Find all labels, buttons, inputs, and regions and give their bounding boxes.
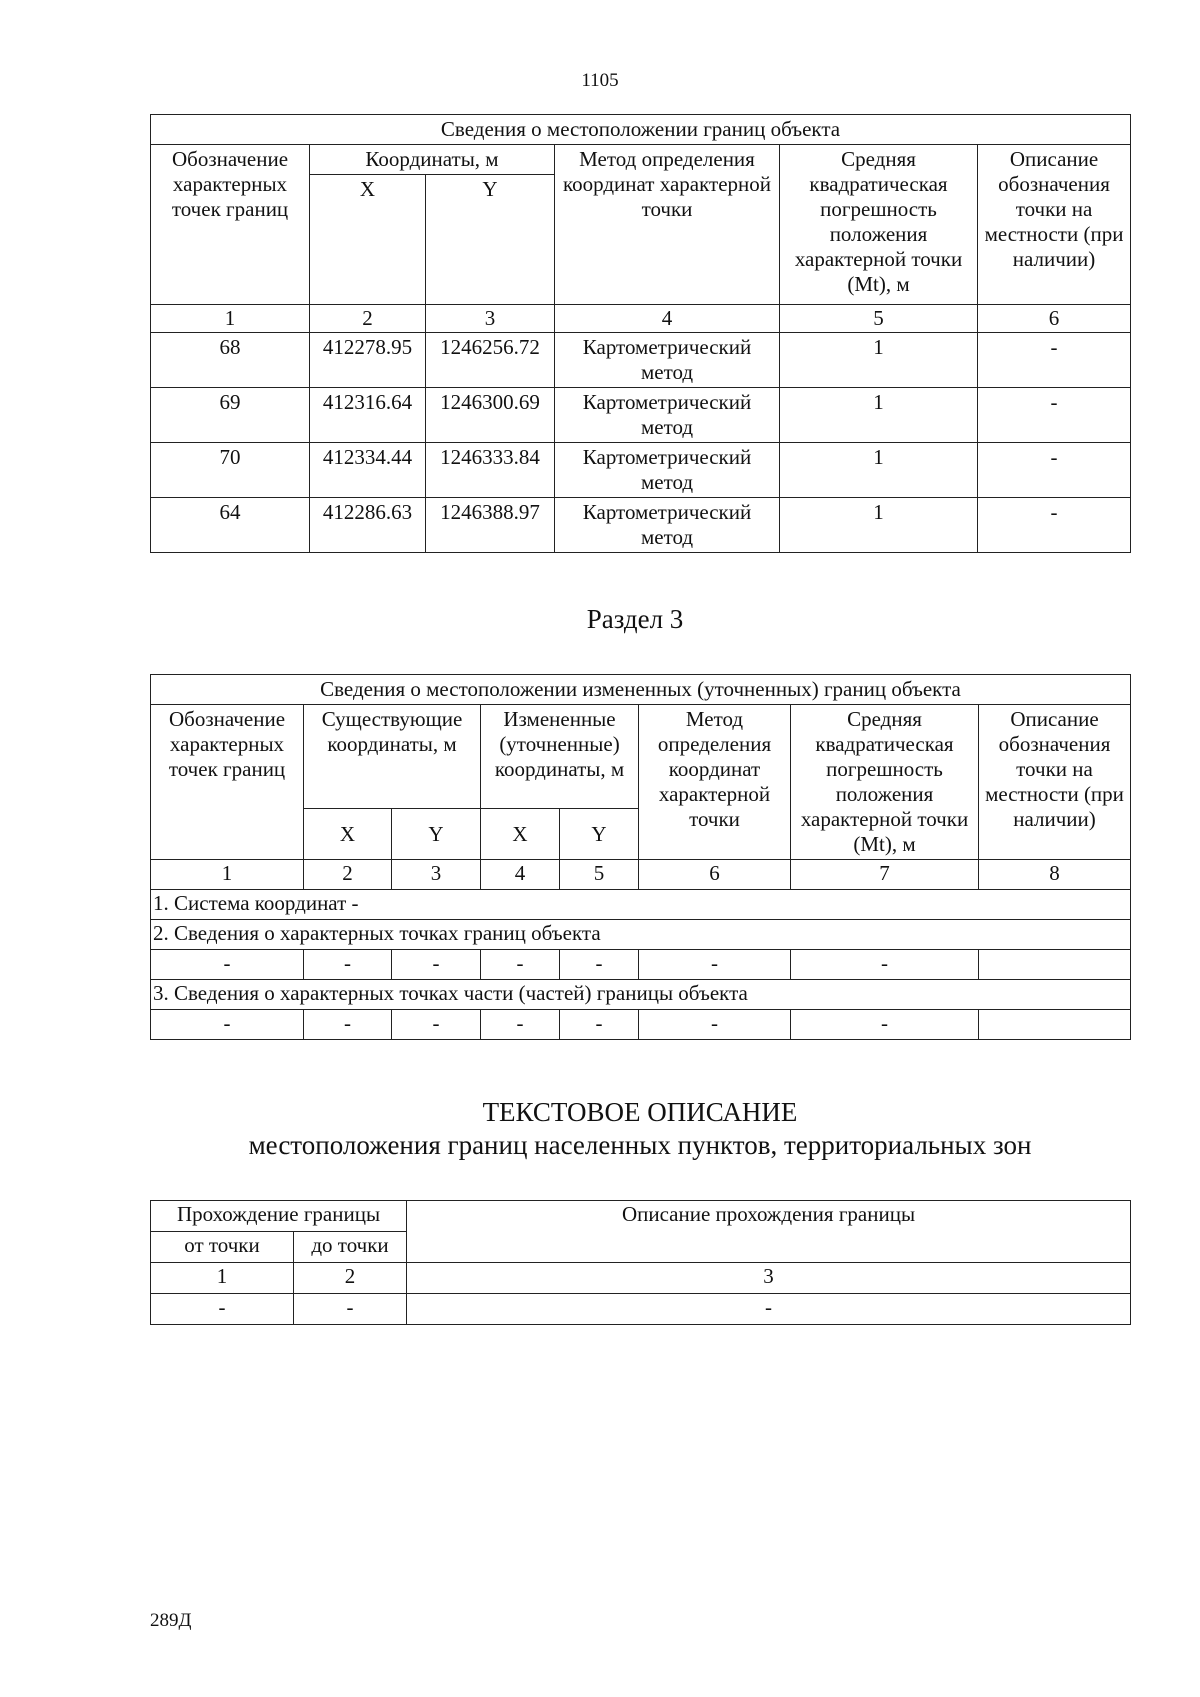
header-error: Средняя квадратическая погрешность положения характерной точки (Mt), м (791, 705, 979, 860)
header-x: X (481, 809, 560, 860)
cell-description: - (978, 443, 1131, 498)
header-changed-coordinates: Измененные (уточненные) координаты, м (481, 705, 639, 809)
column-number: 2 (310, 305, 426, 333)
header-x: X (304, 809, 392, 860)
table-row (151, 950, 1131, 980)
cell-method: Картометрический метод (555, 443, 780, 498)
column-number: 1 (151, 1263, 294, 1294)
table-row (151, 498, 1131, 553)
table-row (151, 388, 1131, 443)
column-number: 2 (304, 860, 392, 890)
column-number: 8 (979, 860, 1131, 890)
cell-y: 1246256.72 (426, 333, 555, 388)
cell-error: 1 (780, 443, 978, 498)
cell-y: 1246300.69 (426, 388, 555, 443)
cell-dash: - (560, 950, 639, 980)
header-to-point: до точки (294, 1232, 407, 1263)
boundary-passage-table (150, 1200, 1131, 1325)
cell-error: 1 (780, 498, 978, 553)
cell-method: Картометрический метод (555, 498, 780, 553)
cell-dash: - (791, 950, 979, 980)
table-caption: Сведения о местоположении границ объекта (151, 115, 1131, 145)
cell-dash: - (560, 1010, 639, 1040)
header-coordinates: Координаты, м (310, 145, 555, 175)
cell-description: - (978, 498, 1131, 553)
column-number: 6 (978, 305, 1131, 333)
header-method: Метод определения координат характерной точки (555, 145, 780, 305)
cell-dash: - (791, 1010, 979, 1040)
cell-dash: - (294, 1294, 407, 1325)
header-point: Обозначение характерных точек границ (151, 705, 304, 860)
section-heading: Раздел 3 (586, 604, 684, 634)
cell-y: 1246388.97 (426, 498, 555, 553)
row-boundary-points: 2. Сведения о характерных точках границ объекта (151, 920, 1131, 950)
table-row (151, 1294, 1131, 1325)
text-description-title (0, 1096, 1200, 1162)
cell-point: 69 (151, 388, 310, 443)
column-number: 7 (791, 860, 979, 890)
cell-dash: - (481, 950, 560, 980)
cell-method: Картометрический метод (555, 388, 780, 443)
cell-point: 68 (151, 333, 310, 388)
cell-x: 412278.95 (310, 333, 426, 388)
cell-y: 1246333.84 (426, 443, 555, 498)
cell-description: - (978, 388, 1131, 443)
header-description: Описание обозначения точки на местности (при наличии) (978, 145, 1131, 305)
cell-x: 412316.64 (310, 388, 426, 443)
table-row (151, 333, 1131, 388)
column-number: 3 (426, 305, 555, 333)
column-number: 2 (294, 1263, 407, 1294)
column-number: 1 (151, 860, 304, 890)
cell-x: 412286.63 (310, 498, 426, 553)
column-number: 3 (392, 860, 481, 890)
header-passage: Прохождение границы (151, 1201, 407, 1232)
cell-dash: - (481, 1010, 560, 1040)
header-from-point: от точки (151, 1232, 294, 1263)
cell-empty (979, 1010, 1131, 1040)
header-point: Обозначение характерных точек границ (151, 145, 310, 305)
header-y: Y (392, 809, 481, 860)
cell-error: 1 (780, 333, 978, 388)
cell-empty (979, 950, 1131, 980)
cell-dash: - (151, 1294, 294, 1325)
cell-dash: - (304, 1010, 392, 1040)
cell-description: - (978, 333, 1131, 388)
cell-dash: - (407, 1294, 1131, 1325)
header-error: Средняя квадратическая погрешность положения характерной точки (Mt), м (780, 145, 978, 305)
cell-method: Картометрический метод (555, 333, 780, 388)
column-number: 5 (780, 305, 978, 333)
cell-dash: - (392, 1010, 481, 1040)
table-row (151, 1010, 1131, 1040)
table-caption: Сведения о местоположении измененных (уточненных) границ объекта (151, 675, 1131, 705)
header-y: Y (426, 175, 555, 305)
column-number: 4 (555, 305, 780, 333)
row-coordinate-system: 1. Система координат - (151, 890, 1131, 920)
cell-point: 70 (151, 443, 310, 498)
header-existing-coordinates: Существующие координаты, м (304, 705, 481, 809)
table-row (151, 443, 1131, 498)
column-number: 1 (151, 305, 310, 333)
page-number: 1105 (581, 70, 619, 91)
cell-error: 1 (780, 388, 978, 443)
header-method: Метод определения координат характерной точки (639, 705, 791, 860)
boundary-location-table (150, 114, 1131, 553)
footer-code: 289Д (150, 1610, 192, 1631)
cell-dash: - (639, 950, 791, 980)
cell-dash: - (151, 950, 304, 980)
column-number: 4 (481, 860, 560, 890)
header-passage-description: Описание прохождения границы (407, 1201, 1131, 1263)
cell-dash: - (392, 950, 481, 980)
header-x: X (310, 175, 426, 305)
changed-boundaries-table (150, 674, 1131, 1040)
cell-x: 412334.44 (310, 443, 426, 498)
column-number: 6 (639, 860, 791, 890)
cell-dash: - (151, 1010, 304, 1040)
title-line: ТЕКСТОВОЕ ОПИСАНИЕ (482, 1097, 798, 1127)
cell-dash: - (304, 950, 392, 980)
column-number: 3 (407, 1263, 1131, 1294)
header-y: Y (560, 809, 639, 860)
column-number: 5 (560, 860, 639, 890)
cell-point: 64 (151, 498, 310, 553)
row-part-points: 3. Сведения о характерных точках части (частей) границы объекта (151, 980, 1131, 1010)
cell-dash: - (639, 1010, 791, 1040)
subtitle-line: местоположения границ населенных пунктов, территориальных зон (248, 1130, 1032, 1160)
header-description: Описание обозначения точки на местности (при наличии) (979, 705, 1131, 860)
